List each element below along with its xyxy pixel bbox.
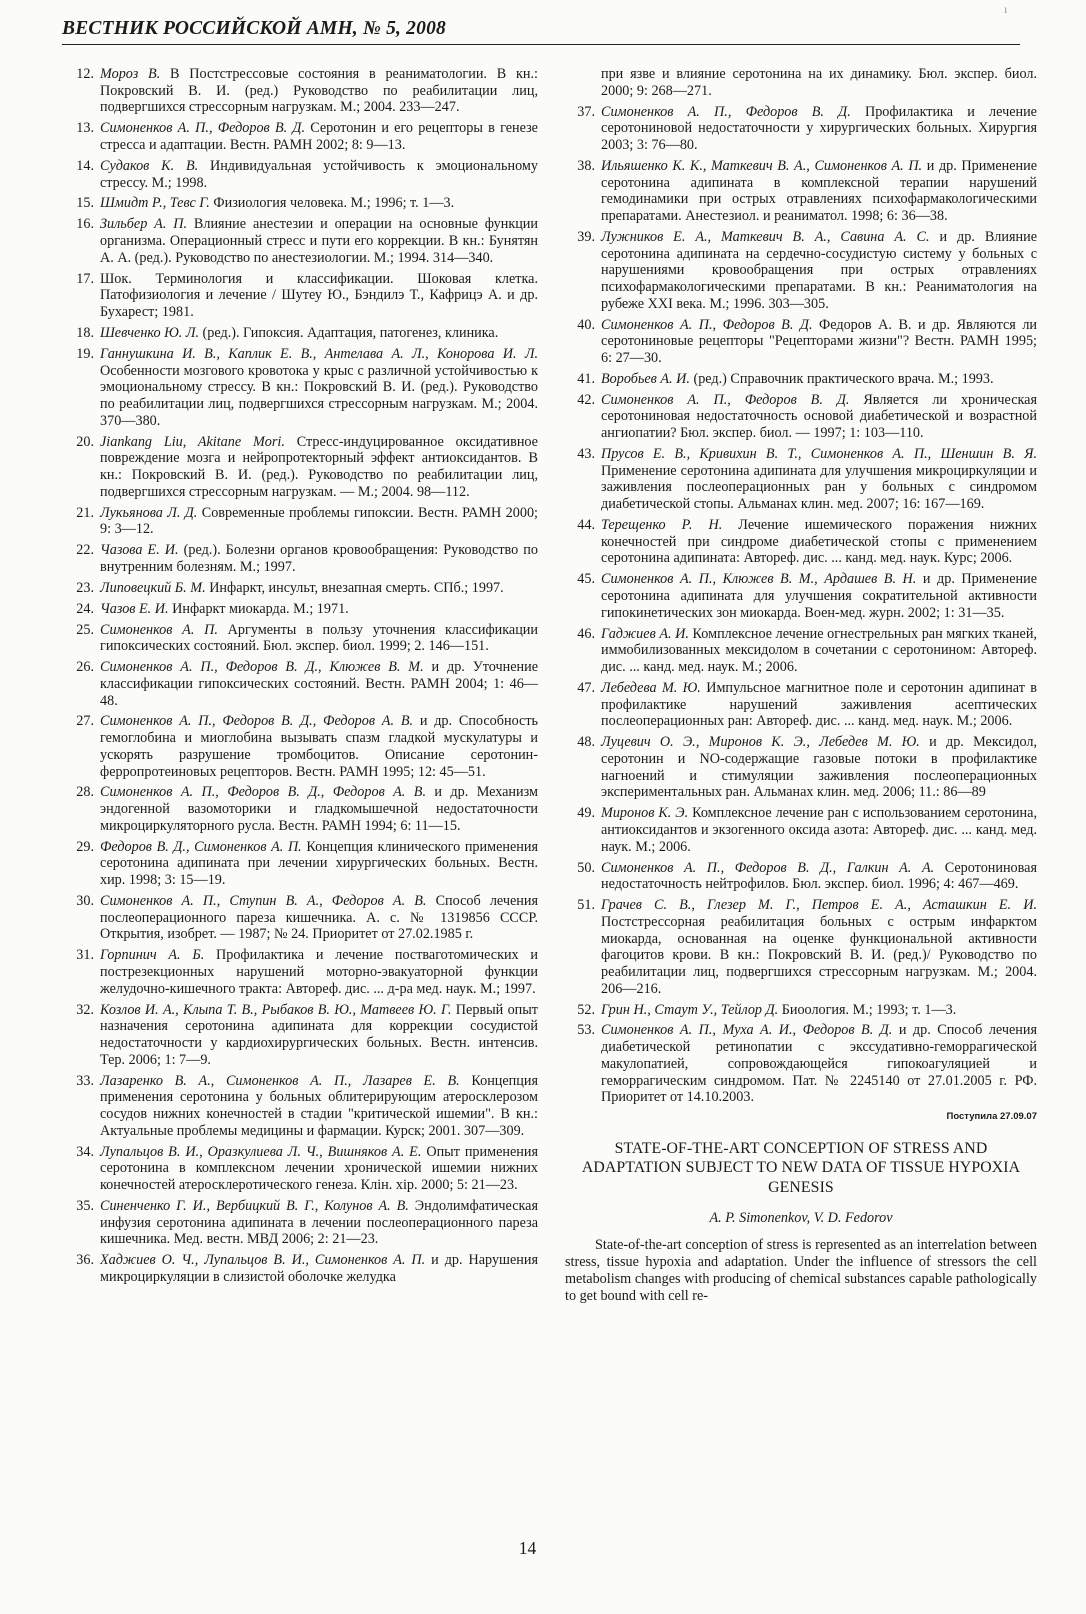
reference-authors: Лупальцов В. И., Оразкулиева Л. Ч., Вишняков А. Е.: [100, 1143, 422, 1160]
reference-item: [565, 571, 1037, 621]
reference-item: [64, 601, 538, 618]
reference-continuation: при язве и влияние серотонина на их динамику. Бюл. экспер. биол. 2000; 9: 268—271.: [601, 66, 1037, 99]
reference-item: [64, 947, 538, 997]
reference-authors: Терещенко Р. Н.: [601, 517, 723, 534]
reference-item: [565, 860, 1037, 893]
received-date: Поступила 27.09.07: [946, 1110, 1037, 1122]
reference-number: 52.: [577, 1001, 595, 1018]
reference-number: 26.: [76, 659, 94, 676]
reference-authors: Шевченко Ю. Л.: [100, 324, 199, 341]
reference-number: 49.: [577, 805, 595, 822]
reference-number: 16.: [76, 216, 94, 233]
reference-authors: Горпинич А. Б.: [100, 947, 205, 964]
reference-item: [565, 680, 1037, 730]
reference-item: [565, 158, 1037, 225]
reference-text: Постстрессорная реабилитация больных с острым инфарктом миокарда, основанная на оценке функциональной активности фагоцитов крови. В кн.: Покровский В. И. (ред.)/ Руководство по реабилитации лиц, подвергшихся стрессорным нагрузкам. М.; 2004. 206—216.: [601, 913, 1037, 997]
reference-item: [64, 580, 538, 597]
reference-item: [64, 622, 538, 655]
reference-text: (ред.) Справочник практического врача. М.; 1993.: [689, 370, 994, 387]
reference-item: [64, 1073, 538, 1140]
references-left-column: [64, 66, 538, 1290]
reference-number: 48.: [577, 734, 595, 751]
reference-item: [64, 434, 538, 501]
reference-text: Влияние анестезии и операции на основные функции организма. Операционный стресс и пути его коррекции. В кн.: Бунятян А. А. (ред.). Руководство по анестезиологии. М.; 1994. 314—340.: [100, 216, 538, 266]
reference-number: 20.: [76, 433, 94, 450]
reference-item: [565, 104, 1037, 154]
reference-text: и др. Влияние серотонина адипината на сердечно-сосудистую систему у больных с нарушениями кровообращения при острых отравлениях психофармакологическими препаратами. В кн.: Реаниматология на рубеже XXI века. М.; 1996. 303—305.: [601, 228, 1037, 312]
reference-authors: Ильяшенко К. К., Маткевич В. А., Симоненков А. П.: [601, 157, 923, 174]
reference-item: [565, 517, 1037, 567]
reference-number: 45.: [577, 571, 595, 588]
reference-number: 47.: [577, 679, 595, 696]
reference-item: [64, 66, 538, 116]
reference-number: 14.: [76, 157, 94, 174]
reference-text: и др. Уточнение классификации гипоксических состояний. Вестн. РАМН 2004; 1: 46—48.: [100, 659, 539, 709]
reference-number: 13.: [76, 120, 94, 137]
reference-text: и др. Способ лечения диабетической ретинопатии с экссудативно-геморрагической макулопатией, сопровождающейся гипокоагуляцией и геморрагическим синдромом. Пат. № 2245140 от 27.01.2005 г. РФ. Приоритет от 14.10.2003.: [601, 1022, 1038, 1106]
reference-authors: Мороз В.: [100, 66, 161, 82]
reference-text: Комплексное лечение огнестрельных ран мягких тканей, иммобилизованных мексидолом в сочетании с серотонином: Автореф. дис. ... канд. мед. наук. М.; 2006.: [601, 625, 1037, 676]
reference-authors: Симоненков А. П., Федоров В. Д., Федоров А. В.: [100, 784, 426, 801]
reference-item: [565, 371, 1037, 388]
reference-text: Физиология человека. М.; 1996; т. 1—3.: [209, 195, 455, 212]
reference-authors: Симоненков А. П., Федоров В. Д., Галкин А. А.: [601, 859, 935, 876]
reference-text: Серотонин и его рецепторы в генезе стресса и адаптации. Вестн. РАМН 2002; 8: 9—13.: [100, 120, 538, 153]
reference-text: Индивидуальная устойчивость к эмоциональному стрессу. М.; 1998.: [100, 157, 538, 191]
reference-item: [64, 325, 538, 342]
reference-text: и др. Мексидол, серотонин и NO-содержащие газовые потоки в профилактике нагноений и стимуляции заживления послеоперационных экспериментальных ран. Альманах клин. мед. 2006; 11.: 86—89: [601, 734, 1038, 801]
reference-authors: Хаджиев О. Ч., Лупальцов В. И., Симоненков А. П.: [100, 1252, 426, 1269]
reference-number: 19.: [76, 345, 94, 362]
abstract-title: STATE-OF-THE-ART CONCEPTION OF STRESS AND ADAPTATION SUBJECT TO NEW DATA OF TISSUE HYPOXIA GENESIS: [581, 1139, 1021, 1196]
reference-authors: Лукьянова Л. Д.: [100, 504, 198, 521]
reference-number: 34.: [76, 1143, 94, 1160]
reference-authors: Симоненков А. П., Федоров В. Д., Клюжев В. М.: [100, 659, 424, 676]
reference-number: 31.: [76, 947, 94, 964]
reference-text: Комплексное лечение ран с использованием серотонина, антиоксидантов и экзогенного оксида азота: Автореф. дис. ... канд. мед. наук. М.; 2006.: [601, 805, 1037, 855]
reference-authors: Симоненков А. П., Федоров В. Д.: [100, 120, 305, 137]
reference-number: 41.: [577, 370, 595, 387]
reference-authors: Козлов И. А., Клыпа Т. В., Рыбаков В. Ю., Матвеев Ю. Г.: [100, 1001, 452, 1018]
reference-item: [64, 195, 538, 212]
scan-mark: ı: [1004, 2, 1008, 16]
reference-item: [565, 897, 1037, 997]
reference-item: [64, 505, 538, 538]
reference-number: 22.: [76, 542, 94, 559]
reference-item: [64, 271, 538, 321]
header-rule: [62, 44, 1020, 45]
reference-text: Первый опыт назначения серотонина адипината для коррекции сосудистой недостаточности у кардиохирургических больных. Вестн. интенсив. Тер. 2006; 1: 7—9.: [100, 1001, 538, 1068]
reference-number: 37.: [577, 103, 595, 120]
reference-authors: Симоненков А. П., Федоров В. Д.: [601, 391, 850, 408]
reference-item: [64, 542, 538, 575]
reference-text: Профилактика и лечение серотониновой недостаточности у хирургических больных. Хирургия 2003; 3: 76—80.: [601, 103, 1037, 153]
reference-item: [565, 229, 1037, 313]
reference-authors: Федоров В. Д., Симоненков А. П.: [100, 838, 302, 855]
reference-authors: Лужников Е. А., Маткевич В. А., Савина А. С.: [601, 228, 930, 245]
reference-number: 17.: [76, 270, 94, 287]
reference-item: [64, 216, 538, 266]
reference-number: 24.: [76, 600, 94, 617]
reference-number: 29.: [76, 838, 94, 855]
reference-authors: Грачев С. В., Глезер М. Г., Петров Е. А., Асташкин Е. И.: [601, 897, 1037, 914]
reference-number: 18.: [76, 324, 94, 341]
reference-item: [565, 317, 1037, 367]
reference-item: [565, 392, 1037, 442]
reference-number: 35.: [76, 1197, 94, 1214]
reference-number: 27.: [76, 713, 94, 730]
reference-item: [565, 1022, 1037, 1106]
reference-number: 38.: [577, 157, 595, 174]
reference-authors: Симоненков А. П., Ступин В. А., Федоров А. В.: [100, 893, 427, 910]
reference-text: Федоров А. В. и др. Являются ли серотониновые рецепторы "Рецепторами жизни"? Вестн. РАМН 1995; 6: 27—30.: [601, 316, 1037, 366]
reference-authors: Воробьев А. И.: [601, 370, 690, 387]
references-right-column: [565, 66, 1037, 1304]
reference-text: Серотониновая недостаточность нейтрофилов. Бюл. экспер. биол. 1996; 4: 467—469.: [601, 859, 1037, 893]
reference-text: Инфаркт, инсульт, внезапная смерть. СПб.; 1997.: [205, 579, 504, 596]
reference-authors: Ганнушкина И. В., Каплик Е. В., Антелава А. Л., Конорова И. Л.: [100, 345, 538, 362]
reference-text: (ред.). Болезни органов кровообращения: Руководство по внутренним болезням. М.; 1997.: [100, 542, 538, 575]
reference-authors: Грин Н., Стаут У., Тейлор Д.: [601, 1001, 779, 1018]
reference-authors: Прусов Е. В., Кривихин В. Т., Симоненков А. П., Шеншин В. Я.: [601, 446, 1037, 463]
reference-number: 39.: [577, 228, 595, 245]
abstract-text: State-of-the-art conception of stress is represented as an interrelation between stress, tissue hypoxia and adaptation. Under the influence of stressors the cell metabolism changes with producing of chemical substances capable pathologically to get bound with cell re-: [565, 1236, 1037, 1304]
reference-authors: Зильбер А. П.: [100, 216, 188, 233]
reference-item: [64, 1002, 538, 1069]
reference-authors: Симоненков А. П., Клюжев В. М., Ардашев В. Н.: [601, 571, 917, 588]
reference-text: и др. Механизм эндогенной вазомоторики и гладкомышечной недостаточности микроциркуляторного русла. Вестн. РАМН 1994; 6: 11—15.: [100, 784, 538, 834]
reference-text: Профилактика и лечение постваготомических и пострезекционных нарушений моторно-эвакуаторной функции желудочно-кишечного тракта: Автореф. дис. ... д-ра мед. наук. М.; 1997.: [100, 947, 538, 997]
reference-text: Концепция клинического применения серотонина адипината при лечении хирургических больных. Вестн. хир. 1998; 3: 15—19.: [100, 838, 538, 889]
reference-text: В Постстрессовые состояния в реаниматологии. В кн.: Покровский В. И. (ред.) Руководство по реабилитации лиц, подвергшихся стрессорным нагрузкам. М.; 2004. 233—247.: [100, 66, 538, 116]
reference-item: [64, 893, 538, 943]
reference-number: 32.: [76, 1001, 94, 1018]
reference-item: [565, 446, 1037, 513]
reference-text: Особенности мозгового кровотока у крыс с различной устойчивостью к эмоциональному стрессу. В кн.: Покровский В. И. (ред.). Руководство по реабилитации лиц, подвергшихся стрессорным нагрузкам. М.; 2004. 370—380.: [100, 362, 538, 429]
reference-item: [565, 1002, 1037, 1019]
reference-number: 50.: [577, 859, 595, 876]
reference-text: и др. Нарушения микроциркуляции в слизистой оболочке желудка: [100, 1252, 538, 1285]
reference-item: [64, 120, 538, 153]
reference-text: Аргументы в пользу уточнения классификации гипоксических состояний. Бюл. экспер. биол. 1999; 2. 146—151.: [100, 621, 538, 655]
reference-text: Эндолимфатическая инфузия серотонина адипината в лечении послеоперационного пареза кишечника. Мед. вестн. МВД 2006; 2: 21—23.: [100, 1197, 539, 1248]
reference-text: Современные проблемы гипоксии. Вестн. РАМН 2000; 9: 3—12.: [100, 504, 538, 538]
reference-authors: Симоненков А. П., Федоров В. Д.: [601, 103, 851, 120]
reference-number: 44.: [577, 517, 595, 534]
reference-text: Биоология. М.; 1993; т. 1—3.: [778, 1001, 957, 1018]
reference-authors: Шмидт Р., Тевс Г.: [100, 195, 210, 212]
reference-number: 12.: [76, 66, 94, 82]
reference-authors: Липовецкий Б. М.: [100, 579, 206, 596]
reference-number: 46.: [577, 625, 595, 642]
references-list: [565, 104, 1037, 1106]
reference-item: [565, 734, 1037, 801]
reference-text: и др. Способность гемоглобина и миоглобина вызывать спазм гладкой мускулатуры и ускорять разрушение тромбоцитов. Описание серотонин-ферропротеиновых рецепторов. Вестн. РАМН 1995; 12: 45—51.: [100, 713, 538, 780]
reference-authors: Миронов К. Э.: [601, 805, 689, 822]
reference-text: Применение серотонина адипината для улучшения микроциркуляции и заживления послеоперационных ран у больных с синдромом диабетической стопы. Альманах клин. мед. 2007; 16: 167—169.: [601, 462, 1037, 513]
reference-item: [64, 158, 538, 191]
reference-text: Импульсное магнитное поле и серотонин адипинат в профилактике нарушений заживления асептических послеоперационных ран: Автореф. дис. ... канд. мед. наук. М.; 2006.: [601, 679, 1037, 730]
reference-text: Является ли хроническая серотониновая недостаточность основой диабетической и возрастной ангиопатии? Бюл. экспер. биол. — 1997; 1: 103—110.: [601, 391, 1037, 442]
reference-authors: Лебедева М. Ю.: [601, 679, 701, 696]
reference-text: Лечение ишемического поражения нижних конечностей при синдроме диабетической стопы с применением серотонина адипината: Автореф. дис. ... канд. мед. наук. Курс; 2006.: [601, 517, 1037, 567]
page-number: 14: [518, 1538, 537, 1558]
reference-authors: Гаджиев А. И.: [601, 625, 689, 642]
reference-authors: Jiankang Liu, Akitane Mori.: [100, 433, 285, 450]
reference-authors: Симоненков А. П., Муха А. И., Федоров В. Д.: [601, 1022, 893, 1039]
reference-number: 36.: [76, 1252, 94, 1269]
reference-authors: Синенченко Г. И., Вербицкий В. Г., Колунов А. В.: [100, 1197, 409, 1214]
reference-authors: Симоненков А. П., Федоров В. Д.: [601, 316, 813, 333]
reference-text: и др. Применение серотонина адипината для улучшения сократительной активности гипокинетических зон миокарда. Воен-мед. журн. 2002; 1: 31—35.: [601, 571, 1037, 621]
reference-authors: Луцевич О. Э., Миронов К. Э., Лебедев М. Ю.: [601, 734, 920, 751]
reference-number: 21.: [76, 504, 94, 521]
reference-item: [565, 805, 1037, 855]
reference-text: Стресс-индуцированное оксидативное повреждение мозга и нейропротекторный эффект антиоксидантов. В кн.: Покровский В. И. (ред.). Руководство по реабилитации лиц, подвергшихся стрессорным нагрузкам. — М.; 2004. 98—112.: [100, 433, 538, 500]
reference-text: Шок. Терминология и классификации. Шоковая клетка. Патофизиология и лечение / Шутеу Ю., Бэндилэ Т., Кафрицэ А. и др. Бухарест; 1981.: [100, 270, 538, 321]
reference-item: [64, 1144, 538, 1194]
page-header: [62, 10, 1020, 46]
reference-number: 43.: [577, 446, 595, 463]
reference-text: (ред.). Гипоксия. Адаптация, патогенез, клиника.: [199, 324, 499, 341]
reference-item: [64, 1198, 538, 1248]
reference-text: Способ лечения послеоперационного пареза кишечника. А. с. № 1319856 СССР. Открытия, изобрет. — 1987; № 24. Приоритет от 27.02.1985 г.: [100, 893, 538, 943]
reference-authors: Лазаренко В. А., Симоненков А. П., Лазарев Е. В.: [100, 1072, 460, 1089]
reference-text: Инфаркт миокарда. М.; 1971.: [168, 600, 349, 617]
reference-number: 51.: [577, 897, 595, 914]
reference-item: [565, 626, 1037, 676]
reference-text: Концепция применения серотонина у больных облитерирующим атеросклерозом сосудов нижних конечностей в стадии "критической ишемии". В кн.: Актуальные проблемы медицины и фармации. Курск; 2001. 307—309.: [100, 1072, 538, 1139]
reference-item: [64, 1252, 538, 1285]
reference-item: [64, 659, 538, 709]
reference-authors: Симоненков А. П.: [100, 621, 218, 638]
reference-item: [64, 839, 538, 889]
reference-number: 33.: [76, 1072, 94, 1089]
reference-item: [64, 713, 538, 780]
english-abstract: [565, 1139, 1037, 1305]
reference-number: 15.: [76, 195, 94, 212]
reference-number: 42.: [577, 391, 595, 408]
reference-number: 23.: [76, 579, 94, 596]
reference-item: [64, 784, 538, 834]
reference-text: и др. Применение серотонина адипината в комплексной терапии нарушений гемодинамики при острых отравлениях психофармакологическими препаратами. Анестезиол. и реаниматол. 1998; 6: 36—38.: [601, 157, 1037, 224]
reference-number: 25.: [76, 621, 94, 638]
reference-authors: Чазова Е. И.: [100, 542, 179, 559]
reference-number: 40.: [577, 316, 595, 333]
reference-item: [64, 346, 538, 430]
abstract-authors: A. P. Simonenkov, V. D. Fedorov: [709, 1209, 893, 1226]
reference-authors: Чазов Е. И.: [100, 600, 169, 617]
reference-number: 53.: [577, 1022, 595, 1039]
journal-title: ВЕСТНИК РОССИЙСКОЙ АМН, № 5, 2008: [62, 18, 446, 39]
reference-authors: Симоненков А. П., Федоров В. Д., Федоров А. В.: [100, 713, 414, 730]
reference-number: 28.: [76, 784, 94, 801]
reference-authors: Судаков К. В.: [100, 157, 199, 174]
reference-number: 30.: [76, 893, 94, 910]
reference-text: Опыт применения серотонина в комплексном лечении хронической ишемии нижних конечностей атеросклеротического генеза. Клін. хір. 2000; 5: 21—23.: [100, 1143, 538, 1194]
